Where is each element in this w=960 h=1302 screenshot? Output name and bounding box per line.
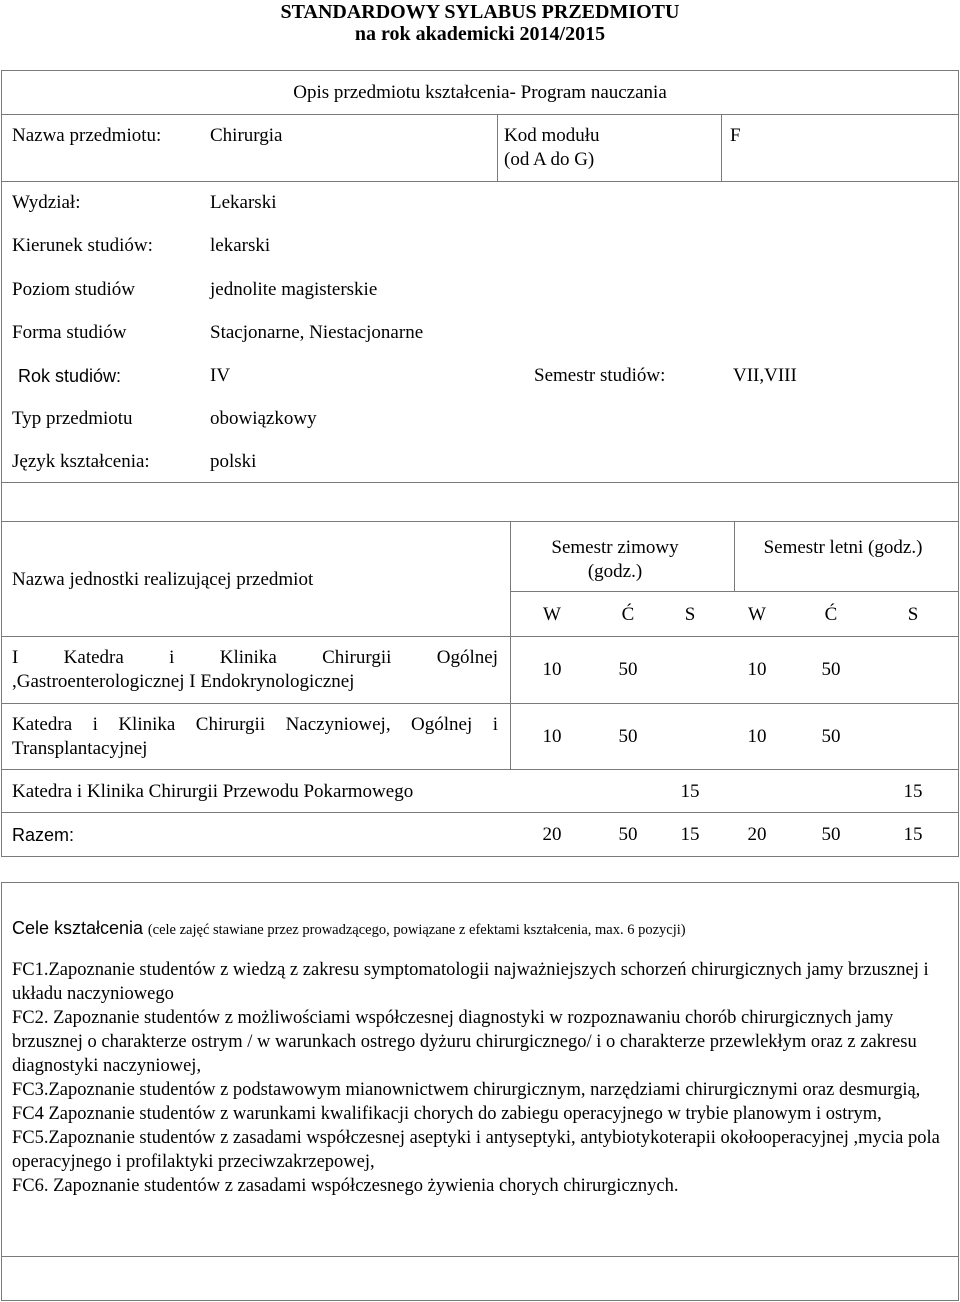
- col-header-s1: S: [684, 604, 696, 625]
- year-label: Rok studiów:: [18, 366, 122, 386]
- year-value: IV: [210, 365, 231, 386]
- total-c2: 50: [821, 824, 841, 845]
- col-header-w1: W: [543, 604, 561, 625]
- semester-value: VII,VIII: [733, 365, 797, 386]
- col-header-s2: S: [907, 604, 919, 625]
- form-label: Forma studiów: [12, 322, 127, 343]
- level-label: Poziom studiów: [12, 279, 135, 300]
- unit-row-2-c2: 50: [821, 726, 841, 747]
- col-header-c2: Ć: [824, 604, 838, 625]
- total-w1: 20: [542, 824, 562, 845]
- total-label: Razem:: [12, 825, 75, 845]
- unit-row-2-c1: 50: [618, 726, 638, 747]
- col-header-w2: W: [748, 604, 766, 625]
- total-w2: 20: [747, 824, 767, 845]
- type-label: Typ przedmiotu: [12, 408, 133, 429]
- goals-heading: [12, 916, 686, 942]
- unit-row-1-w1: 10: [542, 659, 562, 680]
- unit-row-3-s1: 15: [680, 781, 700, 802]
- goal-fc2: FC2. Zapoznanie studentów z możliwościami współczesnej diagnostyki w rozpoznawaniu chorób chirurgicznych jamy brzusznej o charakterze ostrym / w warunkach ostrego dyżuru chirurgicznego/ i o charakterze przewlekłym oraz z zakresu diagnostyki naczyniowej,: [12, 1008, 917, 1076]
- goal-fc3: FC3.Zapoznanie studentów z podstawowym mianownictwem chirurgicznym, narzędziami chirurgicznymi oraz desmurgią,: [12, 1080, 921, 1100]
- module-code-range: (od A do G): [504, 149, 595, 170]
- field-label: Kierunek studiów:: [12, 235, 153, 256]
- faculty-value: Lekarski: [210, 192, 277, 213]
- goal-fc6: FC6. Zapoznanie studentów z zasadami współczesnego żywienia chorych chirurgicznych.: [12, 1176, 679, 1196]
- winter-semester-header: Semestr zimowy: [551, 537, 679, 558]
- goal-fc4: FC4 Zapoznanie studentów z warunkami kwalifikacji chorych do zabiegu operacyjnego w trybie planowym i ostrym,: [12, 1104, 882, 1124]
- field-value: lekarski: [210, 235, 271, 256]
- winter-semester-unit: (godz.): [587, 561, 643, 582]
- goals-heading-note: (cele zajęć stawiane przez prowadzącego, powiązane z efektami kształcenia, max. 6 pozycji): [147, 922, 686, 938]
- semester-label: Semestr studiów:: [534, 365, 666, 386]
- unit-row-2-w2: 10: [747, 726, 767, 747]
- type-value: obowiązkowy: [210, 408, 317, 429]
- unit-row-1-name: I Katedra i Klinika Chirurgii Ogólnej: [12, 647, 498, 668]
- course-name-label: Nazwa przedmiotu:: [12, 125, 162, 146]
- unit-row-3-s2: 15: [903, 781, 923, 802]
- goals-heading-text: Cele kształcenia: [12, 918, 144, 938]
- unit-name-header: Nazwa jednostki realizującej przedmiot: [12, 569, 314, 590]
- total-s1: 15: [680, 824, 700, 845]
- unit-row-2-w1: 10: [542, 726, 562, 747]
- unit-row-2-name: Katedra i Klinika Chirurgii Naczyniowej, Ogólnej i: [12, 714, 498, 735]
- unit-row-3-name: Katedra i Klinika Chirurgii Przewodu Pokarmowego: [12, 781, 414, 802]
- unit-row-1-name-cont: ,Gastroenterologicznej I Endokrynologicznej: [12, 671, 355, 692]
- course-name-value: Chirurgia: [210, 125, 283, 146]
- summer-semester-header: Semestr letni (godz.): [763, 537, 923, 558]
- document-title: STANDARDOWY SYLABUS PRZEDMIOTU: [280, 1, 680, 23]
- module-code-value: F: [730, 125, 741, 146]
- faculty-label: Wydział:: [12, 192, 81, 213]
- unit-row-2-name-cont: Transplantacyjnej: [12, 738, 148, 759]
- unit-row-1-c2: 50: [821, 659, 841, 680]
- total-c1: 50: [618, 824, 638, 845]
- level-value: jednolite magisterskie: [210, 279, 378, 300]
- goals-list: [12, 958, 950, 1198]
- language-value: polski: [210, 451, 257, 472]
- module-code-label: Kod modułu: [504, 125, 600, 146]
- goal-fc5: FC5.Zapoznanie studentów z zasadami współczesnej aseptyki i antyseptyki, antybiotykoterapii okołooperacyjnej ,mycia pola operacyjnego i profilaktyki przeciwzakrzepowej,: [12, 1128, 940, 1172]
- col-header-c1: Ć: [621, 604, 635, 625]
- language-label: Język kształcenia:: [12, 451, 150, 472]
- form-value: Stacjonarne, Niestacjonarne: [210, 322, 424, 343]
- academic-year: na rok akademicki 2014/2015: [354, 23, 606, 45]
- goal-fc1: FC1.Zapoznanie studentów z wiedzą z zakresu symptomatologii najważniejszych schorzeń chirurgicznych jamy brzusznej i układu naczyniowego: [12, 960, 929, 1004]
- unit-row-1-w2: 10: [747, 659, 767, 680]
- unit-row-1-c1: 50: [618, 659, 638, 680]
- section-title: Opis przedmiotu kształcenia- Program nauczania: [293, 82, 667, 103]
- total-s2: 15: [903, 824, 923, 845]
